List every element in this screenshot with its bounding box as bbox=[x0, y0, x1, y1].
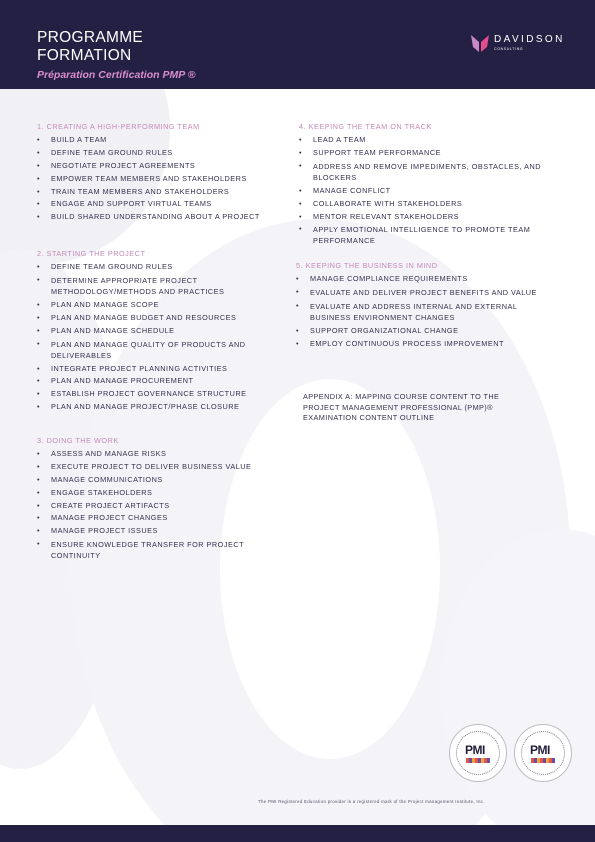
title-line-2: FORMATION bbox=[37, 47, 132, 64]
pmi-badge bbox=[514, 724, 572, 782]
section-title: 3. DOING THE WORK bbox=[37, 436, 119, 445]
list-item: • MANAGE PROJECT ISSUES bbox=[37, 525, 277, 538]
list-item: • MANAGE COMPLIANCE REQUIREMENTS bbox=[296, 273, 546, 286]
list-item: • DEFINE TEAM GROUND RULES bbox=[37, 147, 287, 160]
section-title: 5. KEEPING THE BUSINESS IN MIND bbox=[296, 261, 438, 270]
header-bar bbox=[0, 0, 595, 89]
appendix-note: APPENDIX A: MAPPING COURSE CONTENT TO THE PROJECT MANAGEMENT PROFESSIONAL (PMP)® EXAMINATION CONTENT OUTLINE bbox=[303, 392, 500, 423]
list-item: • PLAN AND MANAGE SCOPE bbox=[37, 299, 277, 312]
list-item: • MANAGE COMMUNICATIONS bbox=[37, 474, 277, 487]
list-item: • TRAIN TEAM MEMBERS AND STAKEHOLDERS bbox=[37, 186, 287, 199]
list-item: • PLAN AND MANAGE PROJECT/PHASE CLOSURE bbox=[37, 401, 277, 414]
list-item: • EVALUATE AND ADDRESS INTERNAL AND EXTERNAL BUSINESS ENVIRONMENT CHANGES bbox=[296, 300, 546, 325]
section-doing-work bbox=[37, 435, 277, 563]
list-item: • NEGOTIATE PROJECT AGREEMENTS bbox=[37, 160, 287, 173]
list-item: • ASSESS AND MANAGE RISKS bbox=[37, 448, 277, 461]
davidson-logo bbox=[470, 33, 570, 55]
pmi-label: PMI bbox=[530, 743, 550, 757]
section-list bbox=[37, 448, 277, 563]
list-item: • COLLABORATE WITH STAKEHOLDERS bbox=[299, 198, 549, 211]
list-item: • ADDRESS AND REMOVE IMPEDIMENTS, OBSTACLES, AND BLOCKERS bbox=[299, 160, 549, 185]
list-item: • PLAN AND MANAGE SCHEDULE bbox=[37, 325, 277, 338]
pmi-badge bbox=[449, 724, 507, 782]
list-item: • SUPPORT TEAM PERFORMANCE bbox=[299, 147, 549, 160]
section-team-on-track bbox=[299, 121, 549, 248]
section-list bbox=[299, 134, 549, 249]
section-business-in-mind bbox=[296, 260, 546, 351]
logo-text: DAVIDSON bbox=[494, 34, 565, 45]
page-title bbox=[37, 29, 143, 65]
list-item: • MANAGE PROJECT CHANGES bbox=[37, 512, 277, 525]
list-item: • INTEGRATE PROJECT PLANNING ACTIVITIES bbox=[37, 363, 277, 376]
page-subtitle: Préparation Certification PMP ® bbox=[37, 69, 196, 81]
butterfly-logo-icon bbox=[470, 33, 490, 55]
list-item: • LEAD A TEAM bbox=[299, 134, 549, 147]
title-line-1: PROGRAMME bbox=[37, 29, 144, 46]
footer-note: The PMI Registered Education provider is a registered mark of the Project management Institute, Inc. bbox=[258, 799, 485, 804]
list-item: • PLAN AND MANAGE QUALITY OF PRODUCTS AND DELIVERABLES bbox=[37, 338, 277, 363]
list-item: • APPLY EMOTIONAL INTELLIGENCE TO PROMOTE TEAM PERFORMANCE bbox=[299, 223, 549, 248]
list-item: • EXECUTE PROJECT TO DELIVER BUSINESS VALUE bbox=[37, 461, 277, 474]
list-item: • DETERMINE APPROPRIATE PROJECT METHODOLOGY/METHODS AND PRACTICES bbox=[37, 274, 277, 299]
list-item: • MENTOR RELEVANT STAKEHOLDERS bbox=[299, 211, 549, 224]
list-item: • ENSURE KNOWLEDGE TRANSFER FOR PROJECT CONTINUITY bbox=[37, 538, 277, 563]
list-item: • PLAN AND MANAGE BUDGET AND RESOURCES bbox=[37, 312, 277, 325]
pmi-logo bbox=[530, 743, 550, 757]
list-item: • DEFINE TEAM GROUND RULES bbox=[37, 261, 277, 274]
logo-subtext: CONSULTING bbox=[494, 47, 524, 51]
badge-stripe bbox=[531, 758, 555, 763]
list-item: • SUPPORT ORGANIZATIONAL CHANGE bbox=[296, 325, 546, 338]
section-list bbox=[37, 134, 287, 224]
list-item: • MANAGE CONFLICT bbox=[299, 185, 549, 198]
footer-bar bbox=[0, 825, 595, 842]
list-item: • EMPLOY CONTINUOUS PROCESS IMPROVEMENT bbox=[296, 338, 546, 351]
pmi-label: PMI bbox=[465, 743, 485, 757]
section-title: 4. KEEPING THE TEAM ON TRACK bbox=[299, 122, 432, 131]
list-item: • CREATE PROJECT ARTIFACTS bbox=[37, 500, 277, 513]
list-item: • ENGAGE STAKEHOLDERS bbox=[37, 487, 277, 500]
pmi-logo bbox=[465, 743, 485, 757]
list-item: • ESTABLISH PROJECT GOVERNANCE STRUCTURE bbox=[37, 388, 277, 401]
section-title: 2. STARTING THE PROJECT bbox=[37, 249, 146, 258]
section-creating-team bbox=[37, 121, 287, 224]
list-item: • BUILD SHARED UNDERSTANDING ABOUT A PROJECT bbox=[37, 211, 287, 224]
list-item: • EMPOWER TEAM MEMBERS AND STAKEHOLDERS bbox=[37, 173, 287, 186]
section-starting-project bbox=[37, 248, 277, 414]
list-item: • PLAN AND MANAGE PROCUREMENT bbox=[37, 375, 277, 388]
list-item: • BUILD A TEAM bbox=[37, 134, 287, 147]
section-list bbox=[37, 261, 277, 414]
section-title: 1. CREATING A HIGH-PERFORMING TEAM bbox=[37, 122, 200, 131]
list-item: • ENGAGE AND SUPPORT VIRTUAL TEAMS bbox=[37, 198, 287, 211]
badge-stripe bbox=[466, 758, 490, 763]
list-item: • EVALUATE AND DELIVER PROJECT BENEFITS AND VALUE bbox=[296, 286, 546, 300]
section-list bbox=[296, 273, 546, 351]
